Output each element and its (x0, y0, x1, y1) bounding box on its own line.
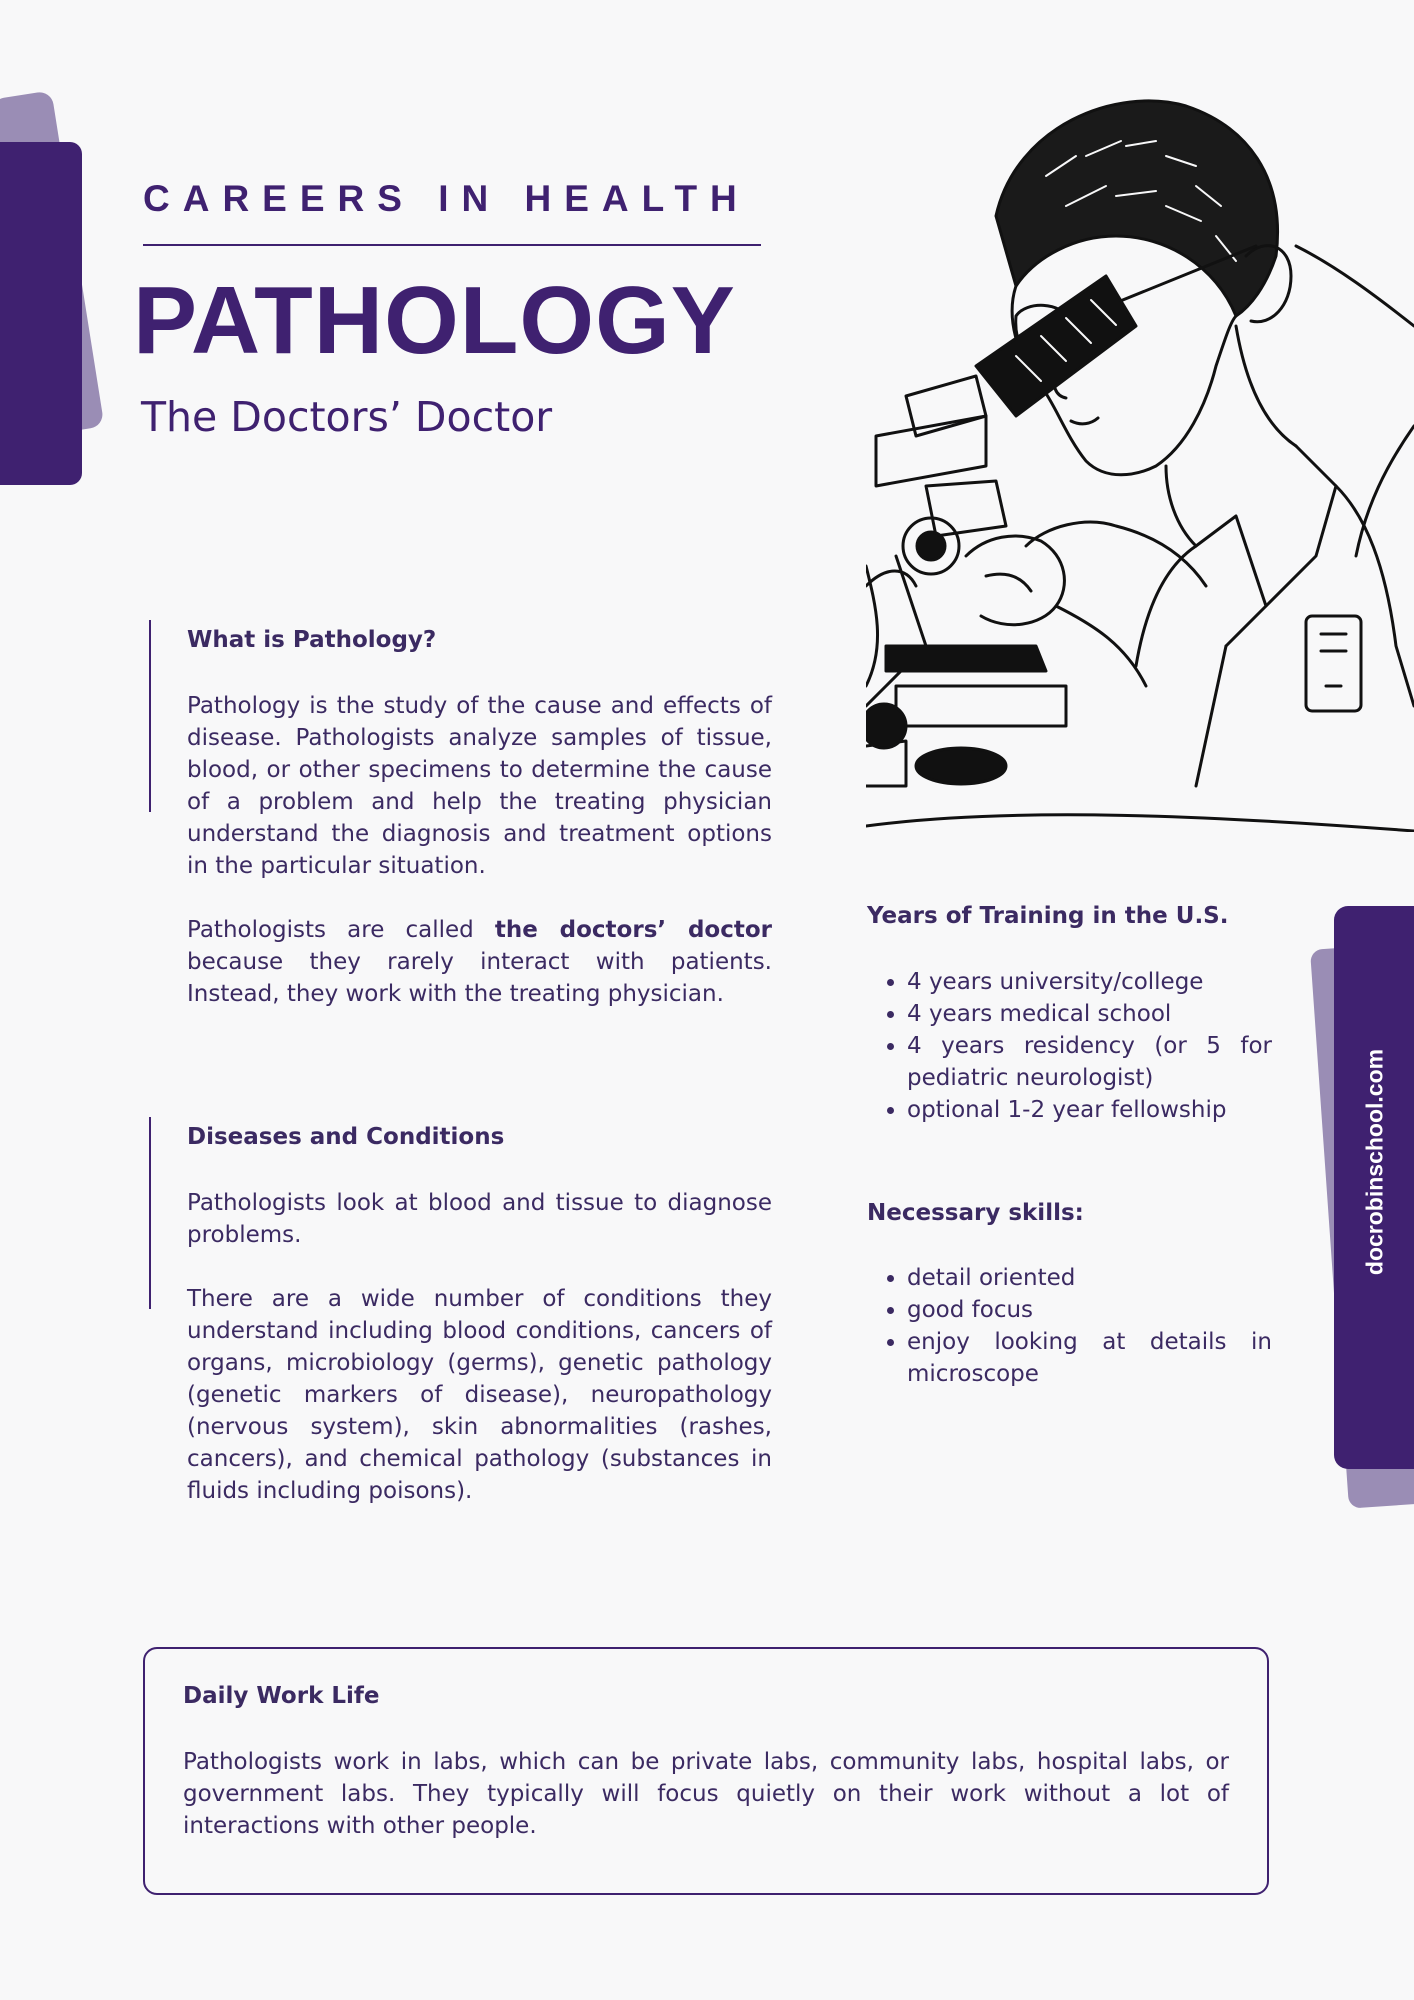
diseases-paragraph-1: Pathologists look at blood and tissue to diagnose problems. (187, 1190, 772, 1248)
doctors-doctor-emphasis: the doctors’ doctor (494, 917, 772, 943)
list-item: • detail oriented (907, 1262, 1272, 1294)
skills-heading: Necessary skills: (867, 1200, 1084, 1226)
kicker-text: CAREERS IN HEALTH (143, 178, 750, 219)
daily-heading: Daily Work Life (183, 1683, 380, 1709)
training-heading: Years of Training in the U.S. (867, 903, 1229, 929)
what-is-paragraph-1: Pathology is the study of the cause and effects of disease. Pathologists analyze samples of tissue, blood, or other specimens to determine the cause of a problem and help the treating physician understand the diagnosis and treatment options in the particular situation. (187, 693, 772, 879)
list-item: • 4 years medical school (907, 998, 1272, 1030)
section-accent-bar (149, 1117, 151, 1309)
diseases-heading: Diseases and Conditions (187, 1124, 505, 1150)
website-label: docrobinschool.com (1361, 1048, 1388, 1276)
what-is-heading: What is Pathology? (187, 627, 437, 653)
daily-paragraph: Pathologists work in labs, which can be private labs, community labs, hospital labs, or government labs. They typically will focus quietly on their work without a lot of interactions with other people. (183, 1749, 1229, 1839)
pathologist-microscope-illustration (866, 86, 1414, 832)
left-tab (0, 142, 82, 485)
section-accent-bar (149, 620, 151, 812)
page-subtitle: The Doctors’ Doctor (141, 393, 553, 441)
page-title: PATHOLOGY (133, 267, 736, 374)
diseases-paragraph-2: There are a wide number of conditions they understand including blood conditions, cancers of organs, microbiology (germs), genetic pathology (genetic markers of disease), neuropathology (nervous system), skin abnormalities (rashes, cancers), and chemical pathology (substances in fluids including poisons). (187, 1286, 772, 1504)
skills-list (867, 1262, 1272, 1390)
training-list (867, 966, 1272, 1126)
list-item: • enjoy looking at details in microscope (907, 1326, 1272, 1390)
list-item: • optional 1-2 year fellowship (907, 1094, 1272, 1126)
list-item: • 4 years residency (or 5 for pediatric neurologist) (907, 1030, 1272, 1094)
header-divider (143, 244, 761, 246)
list-item: • good focus (907, 1294, 1272, 1326)
list-item: • 4 years university/college (907, 966, 1272, 998)
what-is-paragraph-2 (187, 914, 772, 1010)
what-is-paragraph-2-start: Pathologists are called (187, 917, 495, 943)
what-is-paragraph-2-end: because they rarely interact with patients. Instead, they work with the treating physician. (187, 949, 772, 1007)
daily-work-box (143, 1647, 1269, 1895)
